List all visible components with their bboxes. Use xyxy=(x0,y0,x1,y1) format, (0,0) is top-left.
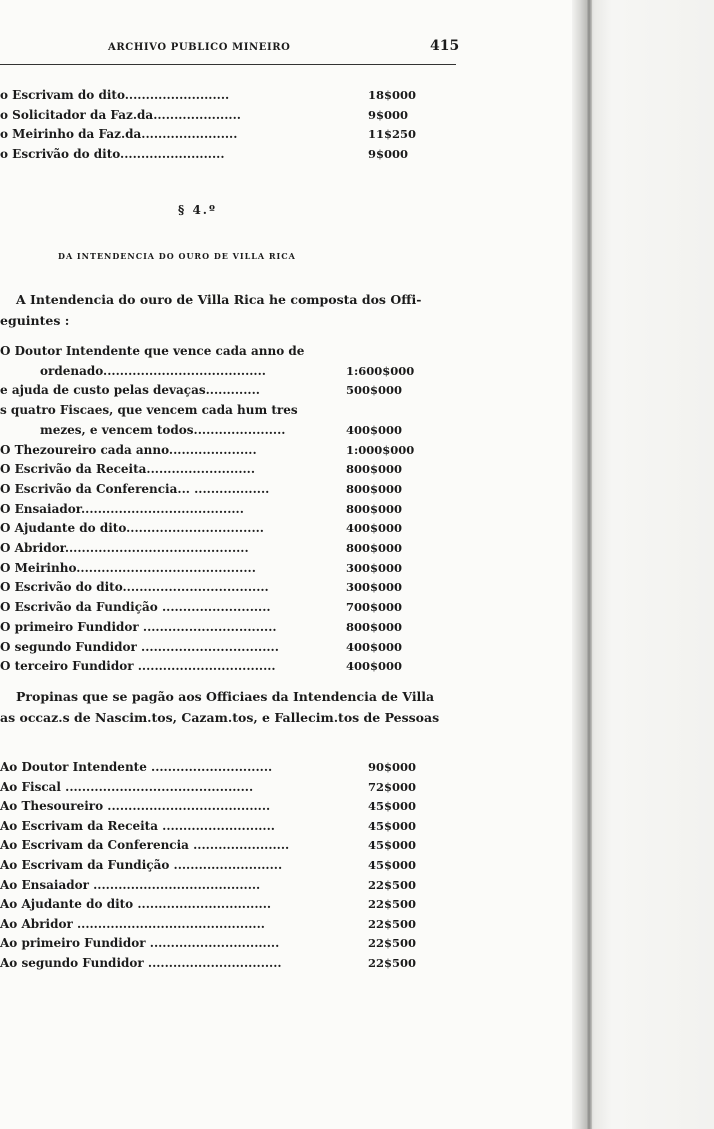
list-item xyxy=(0,799,460,817)
list-item xyxy=(0,620,460,638)
item-amount: 700$000 xyxy=(346,600,403,615)
page-number: 415 xyxy=(430,38,460,54)
item-label: o Escrivão do dito......................... xyxy=(0,146,225,161)
list-item xyxy=(0,858,460,876)
item-label: O Thezoureiro cada anno..................... xyxy=(0,442,257,457)
item-amount: 300$000 xyxy=(346,560,403,575)
item-label: O Doutor Intendente que vence cada anno de xyxy=(0,344,305,358)
item-amount: 800$000 xyxy=(346,481,403,496)
list-item xyxy=(0,147,460,165)
list-item xyxy=(0,423,460,441)
list-item xyxy=(0,936,460,954)
item-label: O Escrivão da Conferencia... .................. xyxy=(0,481,270,496)
item-amount: 300$000 xyxy=(346,580,403,595)
item-label: o Meirinho da Faz.da....................... xyxy=(0,127,238,141)
item-label: O Abridor............................................ xyxy=(0,541,249,555)
section-mark: § 4.º xyxy=(178,203,217,217)
item-label: ordenado....................................... xyxy=(40,363,266,378)
header-rule xyxy=(0,64,456,65)
list-item xyxy=(0,462,460,480)
intro-line-1: A Intendencia do ouro de Villa Rica he composta dos Offi- xyxy=(16,292,422,307)
list-item xyxy=(0,838,460,856)
list-item xyxy=(0,659,460,677)
item-label: O Escrivão do dito................................... xyxy=(0,580,269,595)
item-label: O segundo Fundidor ................................. xyxy=(0,639,279,654)
list-item xyxy=(0,878,460,896)
item-amount: 9$000 xyxy=(368,146,409,161)
item-label: O Escrivão da Receita.......................... xyxy=(0,462,256,477)
item-label: Ao Escrivam da Receita ........................... xyxy=(0,818,275,833)
item-label: e ajuda de custo pelas devaças............. xyxy=(0,383,260,398)
item-amount: 72$000 xyxy=(368,779,417,794)
item-label: Ao Abridor ............................................. xyxy=(0,916,265,931)
item-label: Ao Ajudante do dito ................................ xyxy=(0,897,272,912)
item-amount: 400$000 xyxy=(346,659,403,674)
item-amount: 45$000 xyxy=(368,818,417,833)
item-amount: 500$000 xyxy=(346,383,403,398)
item-amount: 800$000 xyxy=(346,462,403,477)
list-item xyxy=(0,403,460,421)
item-label: Ao Thesoureiro ....................................... xyxy=(0,799,271,814)
list-item xyxy=(0,364,460,382)
item-label: Ao Fiscal ............................................. xyxy=(0,779,254,794)
item-amount: 9$000 xyxy=(368,107,409,122)
list-item xyxy=(0,521,460,539)
item-label: Ao Doutor Intendente ............................. xyxy=(0,760,273,774)
item-label: O Ajudante do dito................................. xyxy=(0,521,264,536)
item-amount: 11$250 xyxy=(368,127,417,141)
list-item xyxy=(0,88,460,106)
list-item xyxy=(0,897,460,915)
list-item xyxy=(0,956,460,974)
list-item xyxy=(0,541,460,559)
item-amount: 22$500 xyxy=(368,877,417,892)
item-label: O Ensaiador....................................... xyxy=(0,501,244,516)
list-item xyxy=(0,344,460,362)
item-amount: 45$000 xyxy=(368,858,417,872)
list-item xyxy=(0,600,460,618)
item-amount: 22$500 xyxy=(368,916,417,931)
item-label: O primeiro Fundidor ................................ xyxy=(0,619,277,634)
list-item xyxy=(0,443,460,461)
list-item xyxy=(0,502,460,520)
item-label: Ao segundo Fundidor ................................ xyxy=(0,956,282,970)
item-amount: 22$500 xyxy=(368,897,417,912)
item-label: Ao Escrivam da Fundição .......................... xyxy=(0,858,283,872)
item-label: s quatro Fiscaes, que vencem cada hum tres xyxy=(0,403,298,418)
item-amount: 90$000 xyxy=(368,760,417,774)
section-heading: DA INTENDENCIA DO OURO DE VILLA RICA xyxy=(58,251,296,261)
item-amount: 45$000 xyxy=(368,799,417,814)
item-label: O Meirinho........................................... xyxy=(0,560,256,575)
item-label: Ao primeiro Fundidor ............................... xyxy=(0,936,280,951)
book-gutter-line xyxy=(586,0,592,1129)
item-label: mezes, e vencem todos...................... xyxy=(40,422,286,437)
list-item xyxy=(0,383,460,401)
item-amount: 22$500 xyxy=(368,956,417,970)
item-amount: 400$000 xyxy=(346,639,403,654)
item-amount: 800$000 xyxy=(346,541,403,555)
item-amount: 800$000 xyxy=(346,619,403,634)
running-header: ARCHIVO PUBLICO MINEIRO xyxy=(108,42,291,53)
item-amount: 45$000 xyxy=(368,838,417,853)
item-label: Ao Escrivam da Conferencia ....................... xyxy=(0,838,290,853)
intro-line-2: eguintes : xyxy=(0,313,70,328)
item-amount: 400$000 xyxy=(346,521,403,536)
list-item xyxy=(0,917,460,935)
item-label: O Escrivão da Fundição .......................... xyxy=(0,600,271,615)
list-item xyxy=(0,640,460,658)
item-amount: 1:600$000 xyxy=(346,363,415,378)
list-item xyxy=(0,108,460,126)
list-item xyxy=(0,127,460,145)
item-amount: 800$000 xyxy=(346,501,403,516)
item-amount: 18$000 xyxy=(368,88,417,102)
item-amount: 22$500 xyxy=(368,936,417,951)
item-label: o Escrivam do dito......................... xyxy=(0,88,230,102)
item-label: O terceiro Fundidor ................................. xyxy=(0,659,276,674)
propinas-line-2: as occaz.s de Nascim.tos, Cazam.tos, e Fallecim.tos de Pessoas xyxy=(0,710,440,725)
list-item xyxy=(0,580,460,598)
book-spine-shadow xyxy=(572,0,714,1129)
list-item xyxy=(0,482,460,500)
list-item xyxy=(0,760,460,778)
item-label: o Solicitador da Faz.da..................... xyxy=(0,107,241,122)
list-item xyxy=(0,819,460,837)
list-item xyxy=(0,561,460,579)
list-item xyxy=(0,780,460,798)
item-amount: 400$000 xyxy=(346,422,403,437)
propinas-line-1: Propinas que se pagão aos Officiaes da Intendencia de Villa xyxy=(16,689,435,704)
item-label: Ao Ensaiador ........................................ xyxy=(0,877,261,892)
item-amount: 1:000$000 xyxy=(346,442,415,457)
